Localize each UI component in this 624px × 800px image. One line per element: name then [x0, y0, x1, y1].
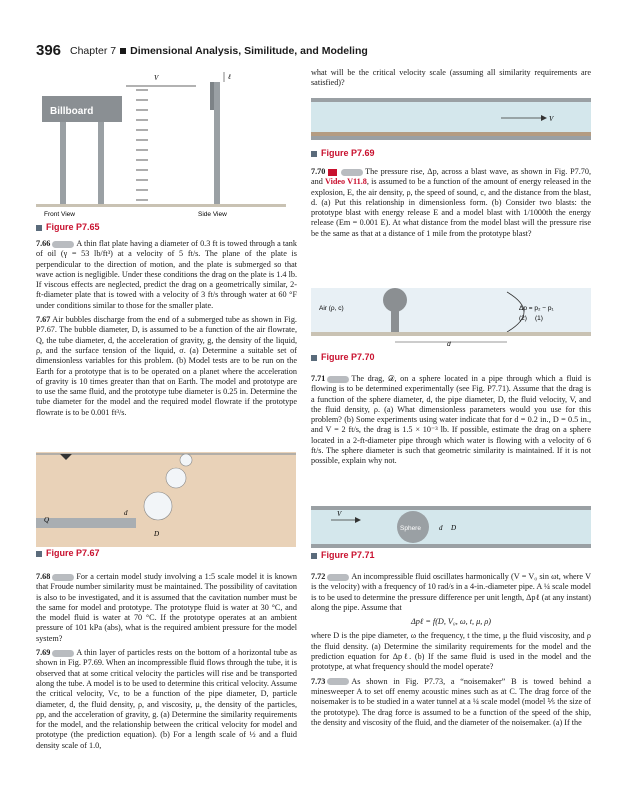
caption-p7-65: Figure P7.65 — [36, 222, 100, 232]
go-badge-icon — [341, 169, 363, 176]
problem-7-72-b: where D is the pipe diameter, ω the frequency, t the time, μ the fluid viscosity, and ρ the fluid density. (a) Determine the similarity requirements for the model and the prediction equation for Δpℓ. (b) If the same fluid is used in the model and the prototype, at what frequency should the model operate? — [311, 631, 591, 672]
page-number: 396 — [36, 42, 62, 59]
left-column-bottom — [36, 572, 297, 755]
bubble-medium — [166, 468, 186, 488]
front-view-label: Front View — [44, 211, 75, 218]
air-label: Air (ρ, c) — [319, 305, 344, 312]
fig771-v-label: V — [337, 510, 342, 518]
equation-7-72: Δpℓ = f(D, V₀, ω, t, μ, ρ) — [411, 617, 491, 627]
fig765-l-label: ℓ — [228, 73, 231, 81]
fig771-d-label: d — [439, 524, 443, 532]
station-2-label: (2) — [519, 315, 527, 322]
video-link[interactable]: Video V11.8 — [324, 177, 367, 187]
separator-square-icon — [120, 48, 126, 54]
tube-wall-bottom — [311, 136, 591, 140]
side-view-board — [210, 82, 214, 110]
right-column-bottom — [311, 572, 591, 732]
caption-p7-69: Figure P7.69 — [311, 148, 375, 158]
bubble-small — [180, 454, 192, 466]
chapter-title: Dimensional Analysis, Similitude, and Modeling — [130, 45, 368, 57]
fig767-d-label: d — [124, 509, 128, 517]
distance-label: d — [447, 341, 451, 348]
pressure-rise-label: Δp = p₂ − p₁ — [519, 305, 554, 312]
problem-7-66: 7.66 A thin flat plate having a diameter of 0.3 ft is towed through a tank of oil (γ = 53 lb/ft³) at a velocity of 5 ft/s. The plane of the plate is perpendicular to the direction of motion, and the plate is submerged so that wave action is negligible. Under these conditions the drag on the plate is 1.4 lb. If viscous effects are neglected, predict the drag on a geometrically similar, 2-ft-diameter plate that is towed with a velocity of 3 ft/s through water at 60 °F under conditions similar to those for the smaller plate. — [36, 239, 297, 310]
figure-p7-67 — [36, 452, 296, 552]
figure-p7-69 — [311, 96, 591, 142]
fig771-D-label: D — [451, 524, 457, 532]
problem-7-72: 7.72 An incompressible fluid oscillates harmonically (V = V₀ sin ωt, where V is the velocity) with a frequency of 10 rad/s in a 4-in.-diameter pipe. A ¼ scale model is to be used to determine the pressure difference per unit length, Δpℓ (at any instant) along the pipe. Assume that — [311, 572, 591, 612]
figure-p7-70 — [311, 288, 591, 348]
pipe-wall-top — [311, 506, 591, 510]
chapter-label: Chapter 7 — [70, 45, 117, 57]
problem-7-70: 7.70 The pressure rise, Δp, across a blast wave, as shown in Fig. P7.70, and Video V11.8, is assumed to be a function of the amount of energy released in the explosion, E, the air density, ρ, the speed of sound, c, and the distance from the blast, d. (a) Put this relationship in dimensionless form. (b) Consider two blasts: the prototype blast with energy release E and a model blast with 1/1000th the energy release (Em = 0.001 E). At what distance from the model blast will the pressure rise be the same as that at a distance of 1 mile from the prototype blast? — [311, 167, 591, 238]
pipe-wall-bottom — [311, 544, 591, 548]
caption-p7-70: Figure P7.70 — [311, 352, 375, 362]
side-view-post — [214, 82, 220, 206]
go-badge-icon — [327, 376, 349, 383]
fig765-v-label: V — [154, 74, 159, 82]
problem-7-73: 7.73 As shown in Fig. P7.73, a “noisemaker” B is towed behind a minesweeper A to set off enemy acoustic mines such as at C. The drag force of the noisemaker is to be studied in a water tunnel at a ¼ scale model (model ⅕ the size of the prototype). The drag force is assumed to be a function of the speed of the ship, the density and viscosity of the fluid, and the diameter of the noisemaker. (a) If the — [311, 676, 591, 727]
go-badge-icon — [327, 678, 349, 685]
fig769-v-label: V — [549, 115, 554, 123]
side-view-label: Side View — [198, 211, 227, 218]
sphere-label: Sphere — [400, 525, 421, 532]
ground-line — [311, 332, 591, 336]
go-badge-icon — [52, 574, 74, 581]
problem-7-71: 7.71 The drag, 𝒟, on a sphere located in a pipe through which a fluid is flowing is to be determined experimentally (see Fig. P7.71). Assume that the drag is a function of the sphere diameter, d, the pipe diameter, D, the fluid velocity, V, and the fluid density, ρ. (a) What dimensionless parameters would you use for this problem? (b) Some experiments using water indicate that for d = 0.2 in., D = 0.5 in., and V = 2 ft/s, the drag is 1.5 × 10⁻³ lb. If possible, estimate the drag on a sphere located in a 2-ft-diameter pipe through which water is flowing with a velocity of 6 ft/s. The sphere diameter is such that geometric similarity is maintained. If it is not possible, explain why not. — [311, 374, 591, 466]
caption-p7-67: Figure P7.67 — [36, 548, 100, 558]
particle-layer — [311, 132, 591, 136]
video-icon — [328, 169, 337, 176]
problem-7-69-continued: what will be the critical velocity scale (assuming all similarity requirements are satisfied)? — [311, 68, 591, 88]
fig767-q-label: Q — [44, 516, 50, 524]
billboard-label: Billboard — [50, 106, 94, 117]
left-column-top — [36, 239, 297, 422]
go-badge-icon — [52, 241, 74, 248]
figure-p7-71 — [311, 504, 591, 550]
submerged-tube — [36, 518, 136, 528]
station-1-label: (1) — [535, 315, 543, 322]
figure-p7-65 — [36, 62, 296, 222]
go-badge-icon — [327, 574, 349, 581]
fig767-D-label: D — [154, 530, 160, 538]
velocity-arrows — [136, 90, 148, 200]
go-badge-icon — [52, 650, 74, 657]
bubble-large — [144, 492, 172, 520]
ground — [36, 204, 286, 207]
problem-7-69: 7.69 A thin layer of particles rests on the bottom of a horizontal tube as shown in Fig. P7.69. When an incompressible fluid flows through the tube, it is observed that at some critical velocity the particles will rise and be transported along the tube. A model is to be used to determine this critical velocity. Assume the critical velocity, Vc, to be a function of the pipe diameter, D, particle diameter, d, the fluid density, ρ, and viscosity, μ, the density of the particles, ρp, and the acceleration of gravity, g. (a) Determine the similarity requirements for the model, and the relationship between the critical velocity for model and prototype (the prediction equation). (b) For a length scale of ½ and a fluid density scale of 1.0, — [36, 648, 297, 750]
left-post — [60, 122, 66, 204]
tube-wall-top — [311, 98, 591, 102]
right-post — [98, 122, 104, 204]
problem-7-68: 7.68 For a certain model study involving a 1:5 scale model it is known that Froude number similarity must be maintained. The possibility of cavitation is also to be investigated, and it is assumed that the cavitation number must be the same for model and prototype. The prototype fluid is water at 30 °C, and the model fluid is water at 70 °C. If the prototype operates at an ambient pressure of 101 kPa (abs), what is the required ambient pressure for the model system? — [36, 572, 297, 643]
mushroom-cloud-stem — [391, 308, 399, 332]
problem-7-67: 7.67 Air bubbles discharge from the end of a submerged tube as shown in Fig. P7.67. The bubble diameter, D, is assumed to be a function of the air flowrate, Q, the tube diameter, d, the acceleration of gravity, g, the density of the liquid, ρ, and the surface tension of the liquid, σ. (a) Determine a suitable set of dimensionless variables for this problem. (b) Model tests are to be run on the Earth for a prototype that is to be operated on a planet where the acceleration of gravity is 10 times greater than that on Earth. The model and prototype are to use the same fluid, and the prototype tube diameter is 0.25 in. Determine the tube diameter for the model and the required model flowrate if the prototype flowrate is to be 0.001 ft³/s. — [36, 315, 297, 417]
running-header — [70, 45, 368, 57]
caption-p7-71: Figure P7.71 — [311, 550, 375, 560]
